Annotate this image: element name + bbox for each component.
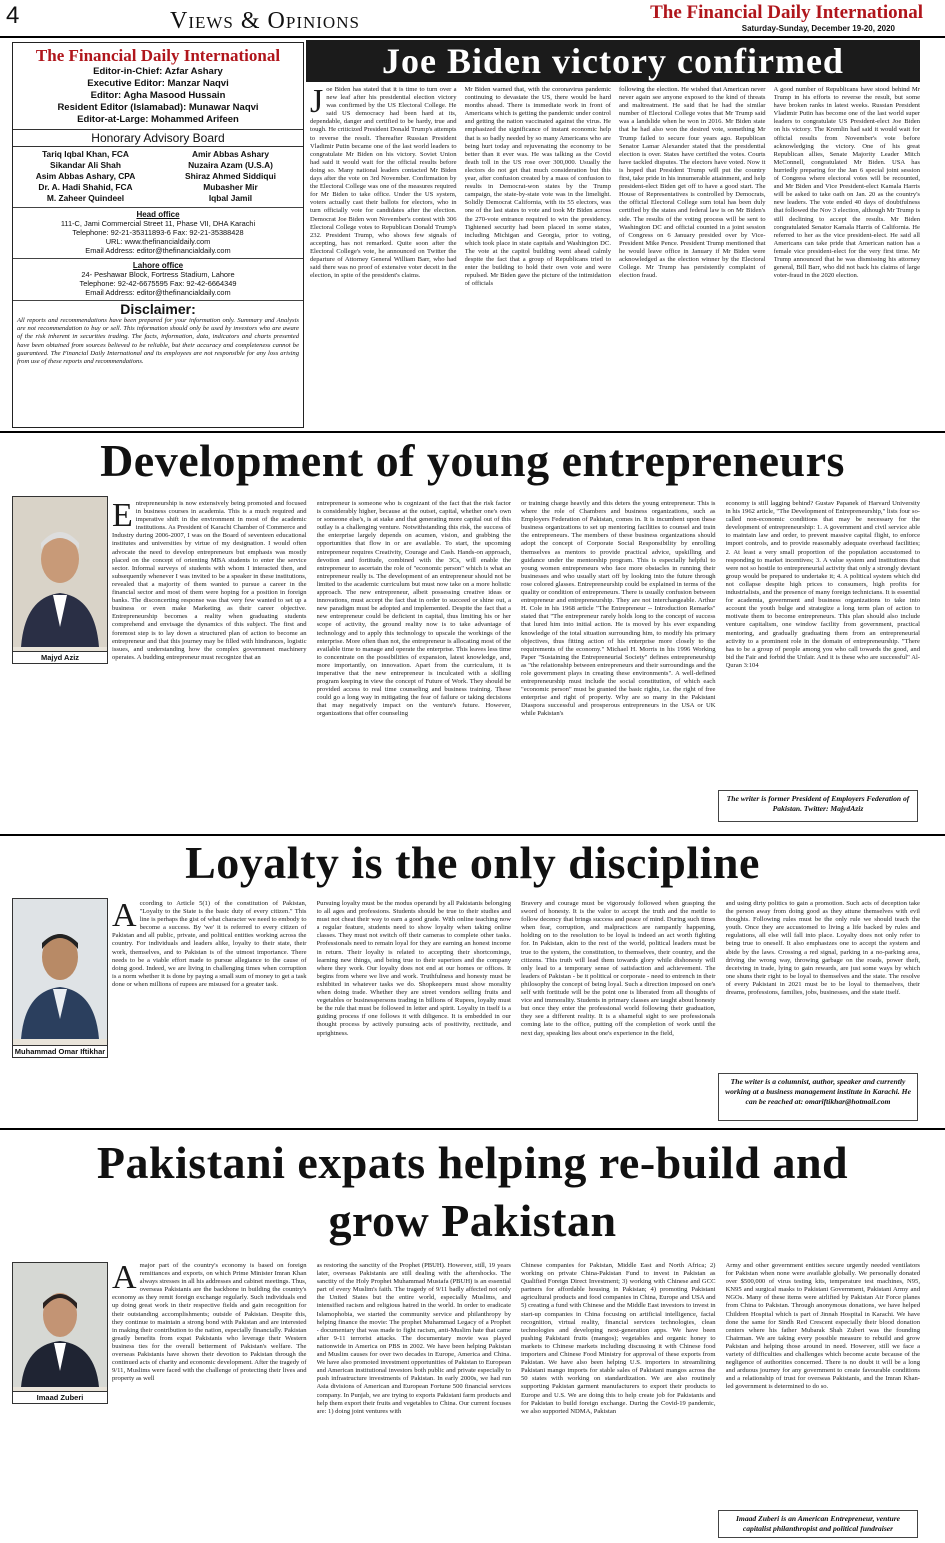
text-column: A good number of Republicans have stood behind Mr Trump in his efforts to reverse the result, but some have broken ranks in latest weeks. Russian President Vladimir Putin has become one of the last world super leaders to congratulate US President-elect Joe Biden on his victory. The Kremlin had said it would wait for official results from November's vote before acknowledging the victory. One of his great Republican allies, Senate Majority Leader Mitch McConnell, congratulated Mr Biden. USA has hurriedly preparing for the Jan 6 special joint session of Congress where electoral votes will be recounted, and Mr Biden and Vice President-elect Kamala Harris will be asked to take oath on Jan. 20 as the country's new leaders. The vote ended 40 days of doubtfulness that followed the Nov 3 election, although Mr Trump is still declining to accept the results. Mr Biden congratulated Senator Kamala Harris of California. He referred to her as the vice president-elect. He said all Americans can take pride that American nation has a female vice president-elect for the very first time. Mr Trump announced that he was dismissing his attorney general, Bill Barr, who did not back his claims of large voter-fraud in the 2020 election.	[773, 86, 920, 280]
head-office-title: Head office	[136, 210, 180, 219]
text-column: Army and other government entities secure urgently needed ventilators for Pakistan when none were available globally. We personally donated over $500,000 of virus testing kits, temperature test machines, N95, KN95 and surgical masks to Pakistani Government, Pakistani Army and NGOs. Many of these items were airlifted by Pakistan Air Force planes from China to Pakistan. Through anonymous donations, we have helped Children Hospital which is part of Jinnah Hospital in Karachi. We have done the same for Sindh Red Crescent especially their blood donation centers where his father Mubarak Shah Zuberi was the founding Chairman. We are taking every possible measure to rebuild and grow Pakistan and helping those around in need. However, still we face a variety of difficulties and challenges which become acute because of the negligence of authorities concerned. There is no doubt it will be a long and arduous journey for any government to create favourable conditions and a relationship of trust for overseas Pakistanis, and the Imran Khan-led government is determined to do so.	[725, 1262, 920, 1391]
text-column: or training charge heavily and this deters the young entrepreneur. This is where the role of Chambers and business organizations, such as Employers Federation of Pakistan, comes in. It is incumbent upon these business organizations to set up mentoring facilities to counsel and train the entrepreneurs. The members of these business organizations should adopt the concept of Corporate Social Responsibility by enrolling themselves as mentors to provide practical advice, upskilling and guidance under the mentorship program. This is especially helpful to young women entrepreneurs who face more obstacles in running their businesses and who usually start off by looking into the future through rose colored glasses. Entrepreneurship could be explained in terms of the quality or condition of entrepreneurs. There is usually confusion between entrepreneur and entrepreneurship. They are not interchangeable. Arthur H. Cole in his 1968 article "The Entrepreneur -- Introduction Remarks" stated that "The entrepreneur rarely holds long to the concept of success that lured him into initial action. He is moved by his ever expanding knowledge of the total situation surrounding him, to modify his primary objectives, thus fitting action of his enterprise more closely to the requirements of the economy." Michael H. Morris in his 1996 Working Paper "Sustaining the Entrepreneurial Society" defines entrepreneurship as "the relationship between entrepreneurs and their surroundings and the role government plays in creating these environments". A well-defined entrepreneurship must include the social constitution, of which each "economic person" must be granted the basic rights, i.e. the right of free enterprise and right of property. Why are so many in the Pakistani Diaspora successful and prosperous entrepreneurs in the USA or UK while Pakistan's	[521, 500, 716, 718]
text-column: A major part of the country's economy is based on foreign remittances and exports, on which Prime Minister Imran Khan always stresses in all his addresses and cabinet meetings. Thus, overseas Pakistanis are the backbone in building the country's economy as they remit foreign exchange regularly. Such individuals end up doing great work in their respective fields and gain recognition for their outstanding accomplishments; outside of Pakistan. Despite this, they continue to maintain a strong bond with Pakistan and are interested in making their contribution to the nation, especially financially. Pakistan greatly benefits from expat Pakistanis who leverage their Western business ties for the overall betterment of Pakistan's welfare. The overseas Pakistanis have shown their devotion to Pakistan through the continued acts of charity and economic development. After the tragedy of 9/11, Muslims were faced with the challenge of protecting their lives and property as well	[112, 1262, 307, 1383]
board-member: Nuzaira Azam (U.S.A)	[188, 160, 273, 170]
head-office	[13, 207, 303, 255]
disclaimer	[13, 300, 303, 366]
section-rule	[0, 834, 945, 836]
text-column: economy is still lagging behind? Gustav Papanek of Harvard University in his 1962 article, "The Development of Entrepreneurship," lists four so-called non-economic conditions that may be necessary for the development of entrepreneurship: 1. A government and civil service able to maintain law and order, to prevent massive capital flight, to enforce import controls, and to provide reasonably adequate overhead facilities; 2. At least a very small proportion of the population accustomed to responding to market incentives; 3. A value system and institutions that were not so hostile to entrepreneurial activity that only a strongly deviant group would be prepared to undertake it; 4. A political system which did not collapse despite high prices to consumers, high profits for industrialists, and the presence of many foreign technicians. It is essential for academia, government and business organizations to take into account the youth bulge and strategize a long term plan of action to motivate them to become entrepreneurs. This plan should also include venture capitalism, one window facility from government, practical mentoring, and gradually graduating them from an entrepreneurial activity to a prominent role in the domain of entrepreneurship. "There has to be a group of people among you who call towards the good, and bid the Fair and forbid the Unfair. And it is these who are successful" Al-Quran 3:104	[725, 500, 920, 669]
paper-name: The Financial Daily International	[650, 2, 923, 23]
text-column: Mr Biden warned that, with the coronavirus pandemic continuing to devastate the US, there would be hard months ahead. There is immediate work in front of Americans which is getting the pandemic under control and getting the nation vaccinated against the virus. He emphasized the significance of instant economic help that is so badly needed by so many Americans who are being hurt today and rejuvenating the economy to be better than it ever was. He was talking as the Covid death toll in the US rose over 300,000. Usually the electors do not get that much consideration but this year, after confusion created by a mass of confusion to results in Democrat-won states by the Trump campaign, the state-by-state vote was in the limelight. Solidly Democrat California, with its 55 electors, was one of the last states to vote and took Mr Biden across the 270-vote entrance required to win the presidency. Tightened security had been placed in some states, including Michigan and Georgia, prior to voting, which took place in state capitals and Washington DC. The vote at the capitol building went ahead calmly despite the fact that a group of Republicans tried to enter the building to hold their own vote and were repulsed. Mr Biden gave the picture of the intimidation of officials	[464, 86, 611, 288]
text-column: following the election. He wished that American never never again see anyone exposed to the kind of threats and maltreatment. He said that he had the similar number of Electoral College votes that Mr Trump said was a landslide when he won in 2016. Mr Biden state that he had also won the desired vote, something Mr Trump failed to secure four years ago. Republican Senator Lamar Alexander stated that the presidential election is over. States have certified the votes. Courts have tackled disputes. The electors have voted. Now it is hoped that President Trump will put the country first, take pride in his innumerable attainment, and help president-elect Biden get off to have a good start. The House of Representatives is controlled by Democrats, the official Electoral College sum total has been duly certified by the states and federal law is on Mr Biden's side. The results of the voting process will be sent to Washington DC and official counted in a joint session of Congress on 6 January presided over by Vice-President Mike Pence. President Trump mentioned that he would leave office in January if Mr Biden were acknowledged as the election winner by the Electoral College. Mr Trump has persistently complaint of election fraud.	[619, 86, 766, 280]
board-member: Sikandar Ali Shah	[50, 160, 121, 170]
staff-item: Resident Editor (Islamabad): Munawar Naqvi	[57, 102, 259, 113]
issue-date: Saturday-Sunday, December 19-20, 2020	[741, 24, 895, 33]
address-line: Telephone: 92-21-35311893-6 Fax: 92-21-35388428	[72, 228, 244, 237]
text-column: Pursuing loyalty must be the modus operandi by all Pakistanis belonging to all ages and professions. Students should be true to their studies and must not cheat their way to earn a good grade. With online teaching now a regular feature, students need to show loyalty when taking online classes. They must not switch off their cameras to complete other tasks. Professionals need to remain loyal for they are earning an honest income in return. Their loyalty is related to accepting their shortcomings, learning new things, and being true to their superiors and the company where they work. Our loyalty does not end at our homes or offices. It begins from where we live and work. Truthfulness and honesty must be exhibited in whatever tasks we do. Shopkeepers must show morality when doing trade. Whether they are street vendors selling fruits and vegetables or businesspersons trading in billions of Rupees, loyalty must be the rule that must be followed in letter and spirit. Loyalty in itself is a guiding process if one follows it with diligence. It is embedded in our thought process by actively pursuing acts of positivity, rectitude, and uprightness.	[316, 900, 511, 1037]
article-headline: Development of young entrepreneurs	[100, 435, 845, 486]
masthead-name: The Financial Daily International	[35, 46, 281, 65]
page-number: 4	[6, 2, 20, 29]
page-header	[0, 2, 945, 40]
author-name: Imaad Zuberi	[13, 1391, 107, 1403]
article-headline: Loyalty is the only discipline	[185, 837, 760, 888]
advisory-board-title: Honorary Advisory Board	[13, 129, 303, 147]
disclaimer-title: Disclaimer:	[120, 301, 196, 317]
text-column: as restoring the sanctity of the Prophet (PBUH). However, still, 19 years later, overseas Pakistanis are still dealing with the aftershocks. The sanctity of the Holy Prophet Muhammad Mustafa (PBUH) is an essential part of every Muslim's faith. The tragedy of 9/11 badly affected not only the United States but the entire world, especially Muslims, and intensified racism and religious hatred in the world. In order to eradicate Islamophobia, we started the community service and philanthropy by helping finance the movie: The prophet Muhammad Legacy of a Prophet - documentary that was made to fight racism, anti-Muslim hate that came after 9-11 terrorist attacks. The documentary movie was played nationwide in America on PBS in 2002. We have been helping Pakistan and Muslim causes for over two decades in Europe, America and China. We have also promoted investment opportunities of Pakistan to European and American institutional investors both public and private especially to push infrastructure investments of Pakistan. In early 2000s, we had run Asia divisions of American and European Fortune 500 financial services company. In Punjab, we are trying to exports Pakistani farm products and help them export their fruits and vegetables to China. Our current focuses are: 1) doing joint ventures with	[316, 1262, 511, 1415]
board-member: Tariq Iqbal Khan, FCA	[42, 149, 129, 159]
author-name: Majyd Aziz	[13, 651, 107, 663]
author-photo	[12, 496, 108, 664]
staff-list	[13, 66, 303, 126]
portrait-image	[13, 497, 107, 647]
masthead-box	[12, 42, 304, 428]
address-line: Email Address: editor@thefinancialdaily.com	[85, 288, 231, 297]
address-line: 111-C, Jami Commercial Street 11, Phase VII, DHA Karachi	[60, 219, 256, 228]
drop-cap: J	[310, 86, 324, 120]
section-title: Views & Opinions	[170, 8, 360, 34]
editorial-body	[310, 86, 920, 426]
address-line: URL: www.thefinancialdaily.com	[105, 237, 211, 246]
board-member: Mubasher Mir	[203, 182, 258, 192]
text-column: and using dirty politics to gain a promotion. Such acts of deception take the person away from doing good as they attune themselves with evil thoughts. Following rules must be the only rule we should teach the youth. Once they are accustomed to living a life backed by rules and regulations, all else will fall into place. Loyalty does not only refer to being true to oneself. It also emphasizes one to accept the system and abide by the laws. Crossing a red signal, parking in a no-parking area, driving the wrong way, throwing garbage on the roads, power theft, deceiving in trade, lying to gain rewards, are just some ways by which one shuns their right to be loyal to themselves and the state. The resolve of every Pakistani in 2021 must be to be loyal to themselves, their dreams, professions, families, jobs, businesses, and the state itself.	[725, 900, 920, 997]
article-body	[112, 500, 920, 830]
author-byline: Imaad Zuberi is an American Entrepreneur, venture capitalist philanthropist and political fundraiser	[718, 1510, 918, 1538]
article-body	[112, 1262, 920, 1538]
staff-item: Editor-at-Large: Mohammed Arifeen	[77, 114, 239, 125]
board-member: M. Zaheer Quindeel	[46, 193, 125, 203]
staff-item: Editor-in-Chief: Azfar Ashary	[93, 66, 223, 77]
author-name: Muhammad Omar Iftikhar	[14, 1047, 106, 1056]
text-column: Entrepreneurship is now extensively being promoted and focused in business courses in academia. This is a much required and imperative shift in the environment in most of the academic institutions. As President of Karachi Chamber of Commerce and Industry during 2006-2007, I was on the Board of seventeen educational institutes and universities by virtue of my designation. I would often advocate the need to develop entrepreneurs but emphasis was mostly placed on the concept of orienting MBA students to enter the service sector. Informal surveys of students with whom I interacted then, and subsequently whenever I was invited to be a speaker in these institutions, revealed that a majority of them wanted to pursue a career in the financial sector and most of them were hoping for a position in foreign banks. The disconcerting response was that very few wanted to set up a business or even make Marketing as their career objective. Entrepreneurship becomes a reality when graduating students comprehend and envisage the dynamics of this subject. The first and foremost step is to lay down a structured plan of action to become an entrepreneur and that this journey may be filled with hindrances, logistic issues, and understanding how the complex government machinery operates. A budding entrepreneur must recognize that an	[112, 500, 307, 661]
article-headline: Pakistani expats helping re-build and grow Pakistan	[96, 1137, 849, 1246]
author-photo	[12, 1262, 108, 1404]
lahore-office	[13, 258, 303, 297]
staff-item: Editor: Agha Masood Hussain	[90, 90, 226, 101]
advisory-board	[13, 149, 303, 204]
board-member: Shiraz Ahmed Siddiqui	[185, 171, 276, 181]
board-member: Asim Abbas Ashary, CPA	[35, 171, 136, 181]
disclaimer-text: All reports and recommendations have been prepared for your information only. Summary and Analysis are not recommendation to buy or sell. This information should only be used by investors who are aware of the risk inherent in securities trading. The facts, information, data, indicators and charts presented have been obtained from sources believed to be reliable, but their accuracy and completeness cannot be guaranteed. The Financial Daily International and its employees are not responsible for any loss arising from use of these reports and recommendations.	[17, 317, 299, 366]
author-photo	[12, 898, 108, 1058]
drop-cap: A	[112, 900, 137, 934]
author-byline: The writer is a columnist, author, speaker and currently working at a business management institute in Karachi. He can be reached at: omariftikhar@hotmail.com	[718, 1073, 918, 1121]
drop-cap: A	[112, 1262, 137, 1296]
address-line: 24- Peshawar Block, Fortress Stadium, Lahore	[81, 270, 235, 279]
section-rule	[0, 1128, 945, 1130]
text-column: According to Article 5(1) of the constitution of Pakistan, "Loyalty to the State is the basic duty of every citizen." This line is perhaps the gist of what character we need to embody to become a success. By 'we' it is referred to every citizen of Pakistan and all public, private, and political entities working across the country. For individuals and leaders alike, loyalty to their state, their work, themselves, and to Pakistan is of the utmost importance. There needs to be a viable effort made to pursue allegiance to the cause of doing good. Indeed, we are living in challenging times when corruption is a norm whether it is done by paying a small sum of money to get a task done or when millions of rupees are misused for a greater task.	[112, 900, 307, 988]
board-member: Amir Abbas Ashary	[191, 149, 270, 159]
drop-cap: E	[112, 500, 133, 534]
text-column: Bravery and courage must be vigorously followed when grasping the sword of honesty. It is the valor to accept the truth and the mettle to follow decency that brings success and peace of mind. During such times when fear, corruption, and malpractices are rampantly happening, holding on to the resolution to be loyal is indeed an act worth fighting for. In Pakistan, akin to the rest of the world, political leaders must be true to the system, the constitution, to themselves, their country, and the citizens. This truth will lead them towards glory while dishonesty will only lead to a temporary sense of satisfaction and achievement. The leaders of Pakistan - be it political or corporate - need to entrench in their philosophy the concept of being loyal. Such a direction imposed on one's self with fortitude will be the point one is liberated from all thoughts of vice and immorality. Students in primary classes are taught about honesty but once they enter the professional world following their graduation, they see a different reality. It is a shameful sight to see professionals coming late to the office, putting off the completion of work until the next day, speaking lies about one's experience in the field,	[521, 900, 716, 1037]
board-member: Dr. A. Hadi Shahid, FCA	[38, 182, 133, 192]
portrait-image	[13, 899, 107, 1039]
address-line: Telephone: 92-42-6675595 Fax: 92-42-6664349	[79, 279, 237, 288]
staff-item: Executive Editor: Manzar Naqvi	[87, 78, 229, 89]
portrait-image	[13, 1263, 107, 1387]
address-line: Email Address: editor@thefinancialdaily.com	[85, 246, 231, 255]
header-rule	[0, 36, 945, 38]
section-rule	[0, 431, 945, 433]
text-column: entrepreneur is someone who is cognizant of the fact that the risk factor is considerably higher, because at the outset, capital, whether one's own or someone else's, is at stake and that generating more capital out of this outlay is a challenging venture. Notwithstanding this risk, the success of the enterprise largely depends on acumen, vision, and grabbing the opportunities that flow in or are available. To start, the upcoming entrepreneur requires Creativity, Courage and Cash. Hands-on approach, devotion and fortitude, combined with the 3Cs, will enable the entrepreneur to ascertain the role of "economic person" which is what an entrepreneur really is. The development of an entrepreneur should not be limited to the academic curriculum but must now take on a more holistic approach. The new entrepreneur, albeit possessing creative ideas or innovations, must accept the fact that in order to succeed or shine out, a new paradigm must be adopted and implemented. Despite the fact that a new entrepreneur could be deficient in capital, thus limiting his or her scope of activity, the ground reality now is to take advantage of technology and to apply this technology to upscale the workings of the enterprise. More often than not, the entrepreneur is allocating most of the available time to manage and operate the enterprise. This leaves less time to concentrate on the possibilities of expansion, latest knowledge, and, more importantly, on innovation. Apart from the curriculum, it is imperative that the new entrepreneur is inculcated with a skilling program keeping in view the concept of Future of Work. They should be provided access to real time counseling and business training. These could go a long way in mitigating the fear of failure or taking decisions that may negatively impact on the venture's future. However, organizations that offer counseling	[316, 500, 511, 718]
board-member: Iqbal Jamil	[208, 193, 253, 203]
text-column: Joe Biden has stated that it is time to turn over a new leaf after his presidential election victory was confirmed by the US Electoral College. He said US democracy had been hard at its, dependable, danger and certified to be hardy, true and tough. He criticized President Donald Trump's attempts to reverse the result. Thereafter Russian President Vladimir Putin became one of the last world leaders to congratulate Mr Biden on his victory. Soviet Union had said it would wait for the official results before doing so. Many national leaders contacted Mr Biden days after the vote on 3rd November. Confirmation by the Electoral College was one of the measures required for Mr Biden to take office. Under the US system, voters actually cast their ballots for electors, who in turn officially vote for candidates after the election. Democrat Joe Biden won November's contest with 306 Electoral College votes to Republican Donald Trump's 232. President Trump, who shows few signals of accepting, has not remarked. Quite soon after the Electoral College's vote, he announced on Twitter the departure of Attorney General William Barr, who had said there was no proof of extensive voter deceit in the election, in spite of the president's claims.	[310, 86, 457, 280]
editorial-headline: Joe Biden victory confirmed	[306, 40, 920, 82]
author-byline: The writer is former President of Employers Federation of Pakistan. Twitter: MajydAziz	[718, 790, 918, 822]
text-column: Chinese companies for Pakistan, Middle East and North Africa; 2) working on private China-Pakistan Fund to invest in Pakistan as Qualified Foreign Direct Investment; 3) working with Chinese and GCC partners for affordable housing in Pakistan; 4) promoting Pakistani agricultural products and food companies in China, Europe and USA and 5) creating a fund with Chinese and the Middle East investors to invest in start-up companies in China focusing on artificial intelligence, facial recognition, virtual reality, financial services technologies, clean technologies and developing next-generation apps. We have been pushing Pakistani fruits (mangos); vegetables and organic honey to markets to Chinese markets including discussing it with Chinese food importers and Chinese Food Ministry for approval of these exports from Pakistan. We have also been helping U.S. importers in streamlining Pakistani mango imports for stable sales of Pakistani mangos across the 50 states with working on standardization. We are also routinely supporting Pakistan garment manufacturers to export their products to Europe and U.S. We are doing this to help create job for Pakistanis and for Pakistan to build foreign exchange. During the Covid-19 pandemic, we also supported NDMA, Pakistan	[521, 1262, 716, 1415]
lahore-office-title: Lahore office	[132, 261, 184, 270]
